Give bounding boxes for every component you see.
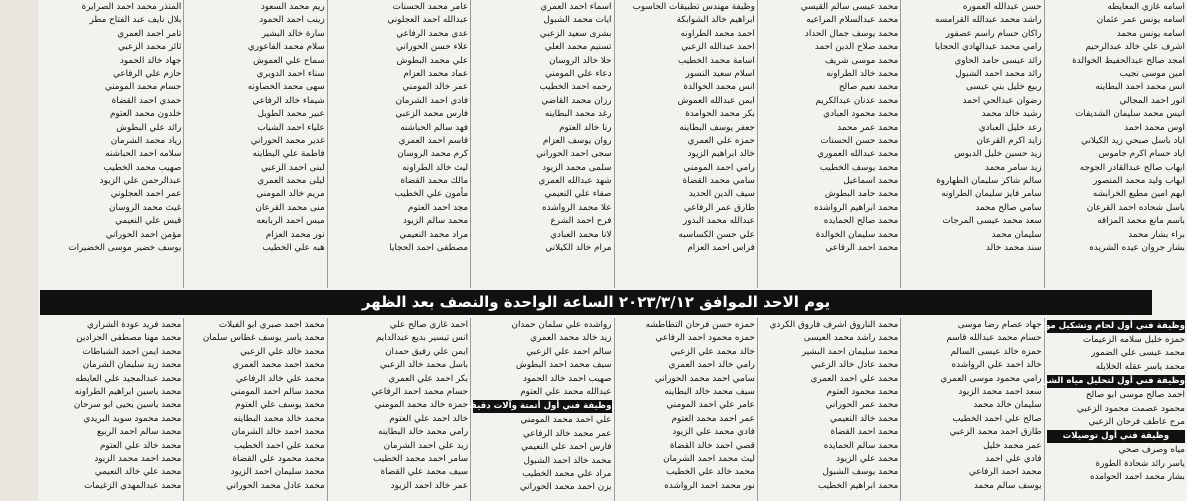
candidate-name: جهاد خالد الحمود <box>119 55 182 66</box>
candidate-name: خالد ابراهيم الزيود <box>687 149 755 160</box>
candidate-name: مجد احمد العتوم <box>407 202 469 213</box>
candidate-name: طارق عمر الرفاعي <box>683 202 755 213</box>
candidate-name: حمزه خالد محمد المومني <box>374 400 469 411</box>
candidate-name: رائد عيسى حامد الحاوي <box>954 55 1042 66</box>
candidate-name: محمد عبدالمهدي الزغيمات <box>84 480 182 491</box>
candidate-name: سليمان خالد محمد <box>973 400 1042 411</box>
candidate-name: مصطفى احمد الحجايا <box>389 243 469 254</box>
candidate-name: قيس علي النعيمي <box>115 216 182 227</box>
candidate-name: سامي محمد القضاة <box>682 176 755 187</box>
name-column <box>900 0 1043 288</box>
candidate-name: جهاد عصام رضا موسى <box>957 320 1042 330</box>
candidate-name: اياد باسل صبحي زيد الكيلاني <box>1081 135 1185 146</box>
candidate-name: بشرى سعيد الزعبي <box>539 28 612 39</box>
job-title-header: وظيفة فني أول لتحليل مياه الشرب <box>1034 376 1185 387</box>
candidate-name: مؤمن احمد الحوراني <box>105 229 182 240</box>
candidate-name: محمد سليمان احمد البشير <box>801 346 899 357</box>
name-column <box>327 0 470 288</box>
candidate-name: زياد محمد الشرمان <box>110 135 182 146</box>
candidate-name: سيف الدين الحديد <box>688 189 755 200</box>
candidate-name: عبدالله محمد علي العتوم <box>520 386 612 397</box>
candidate-name: عبدالله احمد العجلوني <box>387 15 469 26</box>
candidate-name: خلدون محمد العتوم <box>109 109 182 120</box>
candidate-name: محمد ياسر عقله الخلايله <box>1095 361 1185 372</box>
candidate-name: محمد احمد صبري ابو الفيلات <box>218 320 325 330</box>
candidate-name: سلمى محمد الزيود <box>542 162 612 173</box>
candidate-name: فاطمة علي البطاينه <box>252 149 325 160</box>
candidate-name: محمد علي خالد الرفاعي <box>235 373 325 384</box>
candidate-name: مرح عاطف فرحان الزعبي <box>1088 416 1185 427</box>
candidate-name: بلال نايف عبد الفتاح مطر <box>89 15 182 26</box>
candidate-name: خالد محمد علي الزعبي <box>670 346 755 357</box>
candidate-name: حسن عبدالله العموره <box>962 2 1042 12</box>
candidate-name: محمد عمر محمد <box>837 122 899 133</box>
name-column <box>327 318 470 501</box>
candidate-name: محمد احمد الرفاعي <box>825 243 899 254</box>
name-column <box>1044 0 1187 288</box>
candidate-name: محمد خالد علي العتوم <box>99 440 182 451</box>
candidate-name: محمد علي خالد النعيمي <box>94 467 182 478</box>
candidate-name: محمد خالد احمد الشبول <box>523 455 612 466</box>
name-column <box>183 0 326 288</box>
candidate-name: لبنى احمد الزعبي <box>261 162 325 173</box>
candidate-name: حلا خالد الروسان <box>549 55 612 66</box>
name-column <box>614 0 757 288</box>
candidate-name: حسام محمد المومني <box>104 82 182 93</box>
candidate-name: حمدي احمد القضاة <box>111 95 182 106</box>
candidate-name: جعفر يوسف البطاينه <box>679 122 755 133</box>
candidate-name: مأمون علي الخطيب <box>394 189 469 200</box>
candidate-name: محمد عمر الحوراني <box>825 400 899 411</box>
name-column <box>470 0 613 288</box>
candidate-name: حازم علي الرفاعي <box>113 68 182 79</box>
candidate-name: رحمه احمد الخطيب <box>539 82 612 93</box>
candidate-name: محمد يوسف جمال الحداد <box>804 28 899 39</box>
candidate-name: سيف محمد احمد البطوش <box>516 360 612 371</box>
candidate-name: فادي محمد علي الزيود <box>672 427 755 438</box>
candidate-name: محمد صالح الحمايده <box>823 216 899 227</box>
candidate-name: علا محمد الرواشده <box>542 202 612 213</box>
candidate-name: محمد صلاح الدين احمد <box>814 42 899 53</box>
candidate-name: سلام محمد الفاعوري <box>247 42 325 53</box>
candidate-name: روان يوسف العزام <box>542 135 612 146</box>
candidate-name: محمد خالد علي الخطيب <box>666 467 755 478</box>
candidate-name: بشار جروان عيده الشريده <box>1089 243 1185 254</box>
candidate-name: عدي محمد الرفاعي <box>396 28 469 39</box>
candidate-name: احمد محمد الطراونه <box>680 28 755 39</box>
candidate-name: سامي احمد محمد الحوراني <box>654 373 755 384</box>
candidate-name: ليلى محمد العمري <box>257 176 325 187</box>
candidate-name: زيد علي احمد الشرمان <box>383 440 469 451</box>
candidate-name: عمر محمد خالد الرفاعي <box>522 428 612 439</box>
candidate-name: زايد اكرم القرعان <box>976 135 1042 146</box>
candidate-name: اشرف علي خالد عبدالرحيم <box>1085 42 1185 53</box>
candidate-name: ميس احمد الربابعه <box>256 216 325 227</box>
candidate-name: فادي علي احمد <box>985 453 1042 464</box>
candidate-name: تسنيم محمد العلي <box>544 42 612 53</box>
candidate-name: منى محمد القرعان <box>255 202 325 213</box>
job-title-header: وظيفة فني أول توصيلات <box>1047 430 1185 443</box>
candidate-name: اياد حسام اكرم جاموس <box>1098 149 1185 160</box>
candidate-name: قاسم احمد العمري <box>398 135 469 146</box>
candidate-name: سهى محمد الخصاونه <box>247 82 325 93</box>
candidate-name: سامر فايز سليمان الطراونه <box>941 189 1042 200</box>
candidate-name: ابراهيم خالد الشوابكة <box>676 15 755 26</box>
candidate-name: سليمان محمد <box>991 229 1042 240</box>
candidate-name: فهد سالم الحباشنه <box>400 122 469 133</box>
candidate-name: سارة خالد البشير <box>261 28 325 39</box>
candidate-name: محمد يوسف علي العتوم <box>235 400 325 411</box>
candidate-name: وظيفة مهندس تطبيقات الحاسوب <box>632 2 755 12</box>
candidate-name: صفاء علي النعيمي <box>544 189 612 200</box>
candidate-name: لانا محمد العبادي <box>550 229 612 240</box>
candidate-name: رشيد خالد محمد <box>981 109 1042 120</box>
bottom-candidate-lists <box>0 318 1187 501</box>
candidate-name: امين موسى نجيب <box>1119 68 1185 79</box>
candidate-name: عماد محمد العزام <box>403 68 469 79</box>
candidate-name: عمر خالد المومني <box>402 82 469 93</box>
candidate-name: رامي محمد خالد البطاينه <box>377 427 469 438</box>
candidate-name: انور احمد المجالي <box>1119 95 1185 106</box>
name-column <box>183 318 326 501</box>
candidate-name: صهيب محمد الخطيب <box>103 162 182 173</box>
candidate-name: محمد محمود سويد البريدي <box>83 413 182 424</box>
candidate-name: عمر محمد خليل <box>983 440 1042 451</box>
candidate-name: مريم خالد المومني <box>256 189 325 200</box>
candidate-name: رامي احمد المومني <box>683 162 755 173</box>
candidate-name: ايهاب وليد محمد المنصور <box>1093 176 1185 187</box>
date-time-banner: يوم الاحد الموافق ٢٠٢٣/٣/١٢ الساعة الواحدة والنصف بعد الظهر <box>40 290 1152 315</box>
candidate-name: احمد صالح موسى ابو صالح <box>1085 390 1185 401</box>
candidate-name: باسم مانع محمد المزاقه <box>1097 216 1185 227</box>
candidate-name: رامي خالد احمد العمري <box>668 360 755 371</box>
candidate-name: عامر محمد الحسنات <box>392 2 469 12</box>
candidate-name: اسامة محمد الخطيب <box>677 55 755 66</box>
candidate-name: يوسف خضير موسى الخضيرات <box>68 243 182 254</box>
name-column <box>757 318 900 501</box>
candidate-name: نور محمد احمد الرواشده <box>664 480 755 491</box>
candidate-name: محمد عيسى علي الضمور <box>1091 348 1185 359</box>
candidate-name: رضوان عبدالحي احمد <box>962 95 1042 106</box>
candidate-name: محمد موسى شريف <box>824 55 899 66</box>
candidate-name: محمد سالم الحمايده <box>823 440 899 451</box>
candidate-name: علي حسن الكساسبه <box>678 229 755 240</box>
candidate-name: علي محمد البطوش <box>396 55 469 66</box>
candidate-name: محمد احمد الرفاعي <box>968 467 1042 478</box>
candidate-name: محمد احمد محمد الزيود <box>94 453 182 464</box>
candidate-name: باسل محمد خالد الزعبي <box>379 360 469 371</box>
candidate-name: مرام خالد الكيلاني <box>545 243 612 254</box>
candidate-name: يزن احمد محمد الحوراني <box>519 482 612 493</box>
candidate-name: انس محمد احمد البطاينه <box>1095 82 1185 93</box>
candidate-name: راكان حسام راسم عصفور <box>945 28 1042 39</box>
candidate-name: محمد فريد عودة الشراري <box>87 320 182 330</box>
candidate-name: محمد نعيم صالح <box>838 82 899 93</box>
candidate-name: سعد احمد محمد الزيود <box>958 386 1042 397</box>
candidate-name: محمد علي الزيود <box>836 453 899 464</box>
candidate-name: سجى احمد الحوراني <box>536 149 612 160</box>
candidate-name: محمد زيد سليمان الشرمان <box>82 360 182 371</box>
candidate-name: محمد اسماعيل <box>843 176 899 187</box>
candidate-name: زينب احمد الحمود <box>259 15 325 26</box>
candidate-name: مياه وصرف صحي <box>1118 445 1185 456</box>
candidate-name: راشد محمد عبدالله القرامسه <box>935 15 1042 26</box>
candidate-name: صالح علي احمد الخطيب <box>952 413 1042 424</box>
candidate-name: محمد خالد الطراونه <box>826 68 899 79</box>
candidate-name: علي احمد محمد المومني <box>520 415 612 426</box>
candidate-name: محمد الناروق اشرف فاروق الكردي <box>769 320 899 330</box>
candidate-name: محمد راشد محمد العيسى <box>803 333 899 344</box>
candidate-name: محمد سليمان الخوالدة <box>815 229 899 240</box>
candidate-name: محمد علي احمد الخطيب <box>233 440 325 451</box>
candidate-name: رعد خليل العبادي <box>978 122 1042 133</box>
candidate-name: محمد احمد القضاة <box>830 427 899 438</box>
candidate-name: سعد محمد عيسى المرجات <box>942 216 1042 227</box>
candidate-name: سامي صالح محمد <box>975 202 1042 213</box>
candidate-name: مراد محمد النعيمي <box>399 229 469 240</box>
candidate-name: خالد احمد علي الرواشده <box>951 360 1042 371</box>
candidate-name: غدير محمد الحوراني <box>250 135 325 146</box>
candidate-name: حسام محمد عبدالله قاسم <box>946 333 1042 344</box>
candidate-name: محمد سالم احمد المومني <box>230 386 325 397</box>
candidate-name: ربيع خليل بني عيسى <box>966 82 1042 93</box>
candidate-name: دعاء علي المومني <box>544 68 612 79</box>
candidate-name: هبه علي الخطيب <box>262 243 325 254</box>
candidate-name: احمد عبدالله الزعبي <box>681 42 755 53</box>
candidate-name: انس تيسير بديع عبدالدايم <box>375 333 469 344</box>
candidate-name: بشار محمد احمد الحوامده <box>1089 472 1185 483</box>
name-column <box>465 318 613 501</box>
name-column <box>614 318 757 501</box>
candidate-name: قصي احمد خالد القضاة <box>669 440 755 451</box>
candidate-name: فادي احمد الشرمان <box>395 95 469 106</box>
candidate-name: اسماء احمد العمري <box>540 2 612 12</box>
candidate-name: رامي محمود موسى العمري <box>940 373 1042 384</box>
candidate-name: زيد سامر محمد <box>985 162 1042 173</box>
candidate-name: سامر احمد محمد الخطيب <box>373 453 469 464</box>
candidate-name: سالم احمد علي الزعبي <box>526 346 612 357</box>
candidate-name: محمد ابراهيم الرواشده <box>813 202 899 213</box>
candidate-name: رائد علي البطوش <box>116 122 182 133</box>
candidate-name: محمد علي احمد العمري <box>810 373 899 384</box>
candidate-name: محمد ابراهيم الخطيب <box>817 480 899 491</box>
candidate-name: اوس محمد احمد <box>1124 122 1185 133</box>
candidate-name: حمزه خليل سلامه الزعيمات <box>1082 335 1185 345</box>
candidate-name: محمد عادل محمد الحوراني <box>226 480 325 491</box>
candidate-name: محمد عيسى سالم القيسي <box>800 2 899 12</box>
candidate-name: محمد سالم احمد الربيع <box>96 427 182 438</box>
candidate-name: حمزه محمود احمد الرفاعي <box>655 333 755 344</box>
candidate-name: محمد عبدالله العموري <box>817 149 899 160</box>
candidate-name: محمد احمد محمد العمري <box>232 360 325 371</box>
name-column <box>40 318 183 501</box>
candidate-name: محمد خالد علي الزعبي <box>240 346 325 357</box>
candidate-name: رنا خالد العتوم <box>559 122 612 133</box>
candidate-name: سلامه احمد الحباشنه <box>105 149 182 160</box>
candidate-name: اسلام سعيد النسور <box>685 68 755 79</box>
candidate-name: رواشده علي سلمان حمدان <box>511 320 612 330</box>
candidate-name: باسل شحاده احمد القرعان <box>1086 202 1185 213</box>
candidate-name: محمد ياسين ابراهيم الطراونه <box>74 386 182 397</box>
candidate-name: ليث خالد الطراونه <box>402 162 469 173</box>
candidate-name: سماح علي العموش <box>253 55 325 66</box>
candidate-name: مالك محمد القضاة <box>400 176 469 187</box>
candidate-name: احمد غازي صالح علي <box>389 320 469 330</box>
candidate-name: محمد عدنان عبدالكريم <box>815 95 899 106</box>
candidate-name: ليث محمد احمد الشرمان <box>663 453 755 464</box>
candidate-name: عبدالله محمد البدور <box>683 216 755 227</box>
candidate-name: ايمن عبدالله العموش <box>677 95 755 106</box>
candidate-name: يوسف سالم محمد <box>973 480 1042 491</box>
candidate-name: محمد سليمان احمد الزيود <box>230 467 325 478</box>
candidate-name: سند محمد خالد <box>985 243 1042 254</box>
candidate-name: سيف محمد علي القضاة <box>380 467 469 478</box>
candidate-name: رزان محمد القاضي <box>541 95 612 106</box>
candidate-name: رائد محمد احمد الشبول <box>955 68 1042 79</box>
candidate-name: فرح احمد الشرع <box>550 216 612 227</box>
candidate-name: ايهم امين مطيع الخرابشه <box>1092 189 1185 200</box>
candidate-name: ايات محمد الشبول <box>543 15 612 26</box>
candidate-name: اسامه غازي المعايطه <box>1107 2 1185 12</box>
candidate-name: محمد ياسر يوسف غطاس سلمان <box>202 333 325 344</box>
candidate-name: اسامه يونس محمد <box>1116 28 1185 39</box>
name-column <box>757 0 900 288</box>
candidate-name: محمد احمد خالد الشرمان <box>231 427 325 438</box>
candidate-name: محمد عبدالسلام المراعيه <box>806 15 899 26</box>
candidate-name: المنذر محمد احمد الصرايرة <box>81 2 182 12</box>
candidate-name: محمد حسن الحسنات <box>820 135 899 146</box>
candidate-name: عمر خالد احمد الزيود <box>390 480 469 491</box>
candidate-name: محمد ياسين يحيى ابو سرحان <box>73 400 182 411</box>
name-column <box>40 0 183 288</box>
candidate-name: صهيب احمد خالد الحمود <box>522 373 612 384</box>
candidate-name: غيث محمد الروسان <box>109 202 182 213</box>
candidate-name: محمد سالم الزيود <box>402 216 469 227</box>
candidate-name: رغد محمد البطاينه <box>544 109 612 120</box>
candidate-name: نور محمد العزام <box>265 229 325 240</box>
candidate-name: محمد خالد النعيمي <box>830 413 899 424</box>
candidate-name: عامر علي احمد المومني <box>666 400 755 411</box>
candidate-name: علاء حسن الحوراني <box>396 42 469 53</box>
candidate-name: عمر احمد العجلوني <box>110 189 182 200</box>
candidate-name: امجد صالح عبدالحفيظ الخوالدة <box>1072 55 1185 66</box>
candidate-name: بكر محمد الحوامدة <box>685 109 755 120</box>
candidate-name: تامر احمد العمري <box>117 28 182 39</box>
candidate-name: انس محمد الخوالدة <box>683 82 755 93</box>
name-column <box>900 318 1043 501</box>
candidate-name: رامي محمد عبدالهادي الحجايا <box>934 42 1042 53</box>
candidate-name: زيد خالد محمد العمري <box>530 333 612 344</box>
candidate-name: محمد مهنا مصطفى الجرادين <box>76 333 182 344</box>
candidate-name: محمد محمود العبادي <box>823 109 899 120</box>
candidate-name: فراس احمد العزام <box>687 243 755 254</box>
candidate-name: محمد خالد محمد البطاينه <box>233 413 325 424</box>
candidate-name: سيف محمد خالد البطاينه <box>664 386 755 397</box>
candidate-name: سناء احمد الدويري <box>256 68 325 79</box>
candidate-name: ثائر محمد الزعبي <box>118 42 182 53</box>
candidate-name: فارس محمد الزعبي <box>395 109 469 120</box>
candidate-name: اسامه يونس عمر عثمان <box>1096 15 1185 26</box>
candidate-name: ايهاب صالح عبدالقادر الجوجه <box>1079 162 1185 173</box>
job-title-header: وظيفة فني أول أتمتة وآلات دقيقة <box>465 401 612 412</box>
candidate-name: عمر احمد محمد العتوم <box>671 413 755 424</box>
candidate-name: محمد يوسف الخطيب <box>819 162 899 173</box>
candidate-name: مراد علي محمد الخطيب <box>522 468 612 479</box>
candidate-name: محمد حامد البطوش <box>824 189 899 200</box>
candidate-name: عبير محمد الطويل <box>257 109 325 120</box>
candidate-name: محمد عبدالمجيد علي العايطه <box>75 373 182 384</box>
candidate-name: بكر احمد علي العمري <box>388 373 469 384</box>
candidate-name: ياسر رائد شحادة الطورة <box>1095 458 1185 469</box>
candidate-name: حمزه علي العمري <box>687 135 755 146</box>
candidate-name: حمزه خالد عيسى السالم <box>950 346 1042 357</box>
candidate-name: سالم شاكر سليمان الطهاروة <box>936 176 1042 187</box>
candidate-name: محمد يوسف الشبول <box>822 467 899 478</box>
candidate-name: فارس احمد علي النعيمي <box>521 442 612 453</box>
candidate-name: محمود عصمت محمود الزعبي <box>1076 403 1185 414</box>
candidate-name: طارق احمد محمد الزعبي <box>949 427 1042 438</box>
candidate-name: شهد عبدالله العمري <box>538 176 612 187</box>
candidate-name: كرم محمد الروسان <box>397 149 469 160</box>
candidate-name: علياء احمد الشياب <box>257 122 325 133</box>
candidate-name: محمد محمود علي القضاة <box>232 453 325 464</box>
candidate-name: حمزه حسن فرحان التطاطشه <box>645 320 755 330</box>
candidate-name: براء بشار محمد <box>1128 229 1185 240</box>
job-title-header: وظيفة فني أول لحام وتشكيل مواسير <box>1024 321 1185 331</box>
candidate-name: ريم محمد السعود <box>260 2 325 12</box>
candidate-name: عبدالرحمن علي الزيود <box>99 176 182 187</box>
name-column <box>1024 318 1187 501</box>
candidate-name: ايمن علي رفيق حمدان <box>385 346 469 357</box>
candidate-name: شيماء خالد الرفاعي <box>252 95 325 106</box>
candidate-name: زيد حسين خليل الدبوس <box>954 149 1042 160</box>
candidate-name: انيس محمد سليمان الشديفات <box>1075 109 1185 120</box>
candidate-name: حسام محمد احمد الرفاعي <box>371 386 469 397</box>
candidate-name: محمد ايمن احمد الشباطات <box>82 346 182 357</box>
candidate-name: خالد احمد علي العتوم <box>389 413 469 424</box>
candidate-name: محمد محمود العتوم <box>826 386 899 397</box>
candidate-name: محمد عادل خالد الزعبي <box>810 360 899 371</box>
